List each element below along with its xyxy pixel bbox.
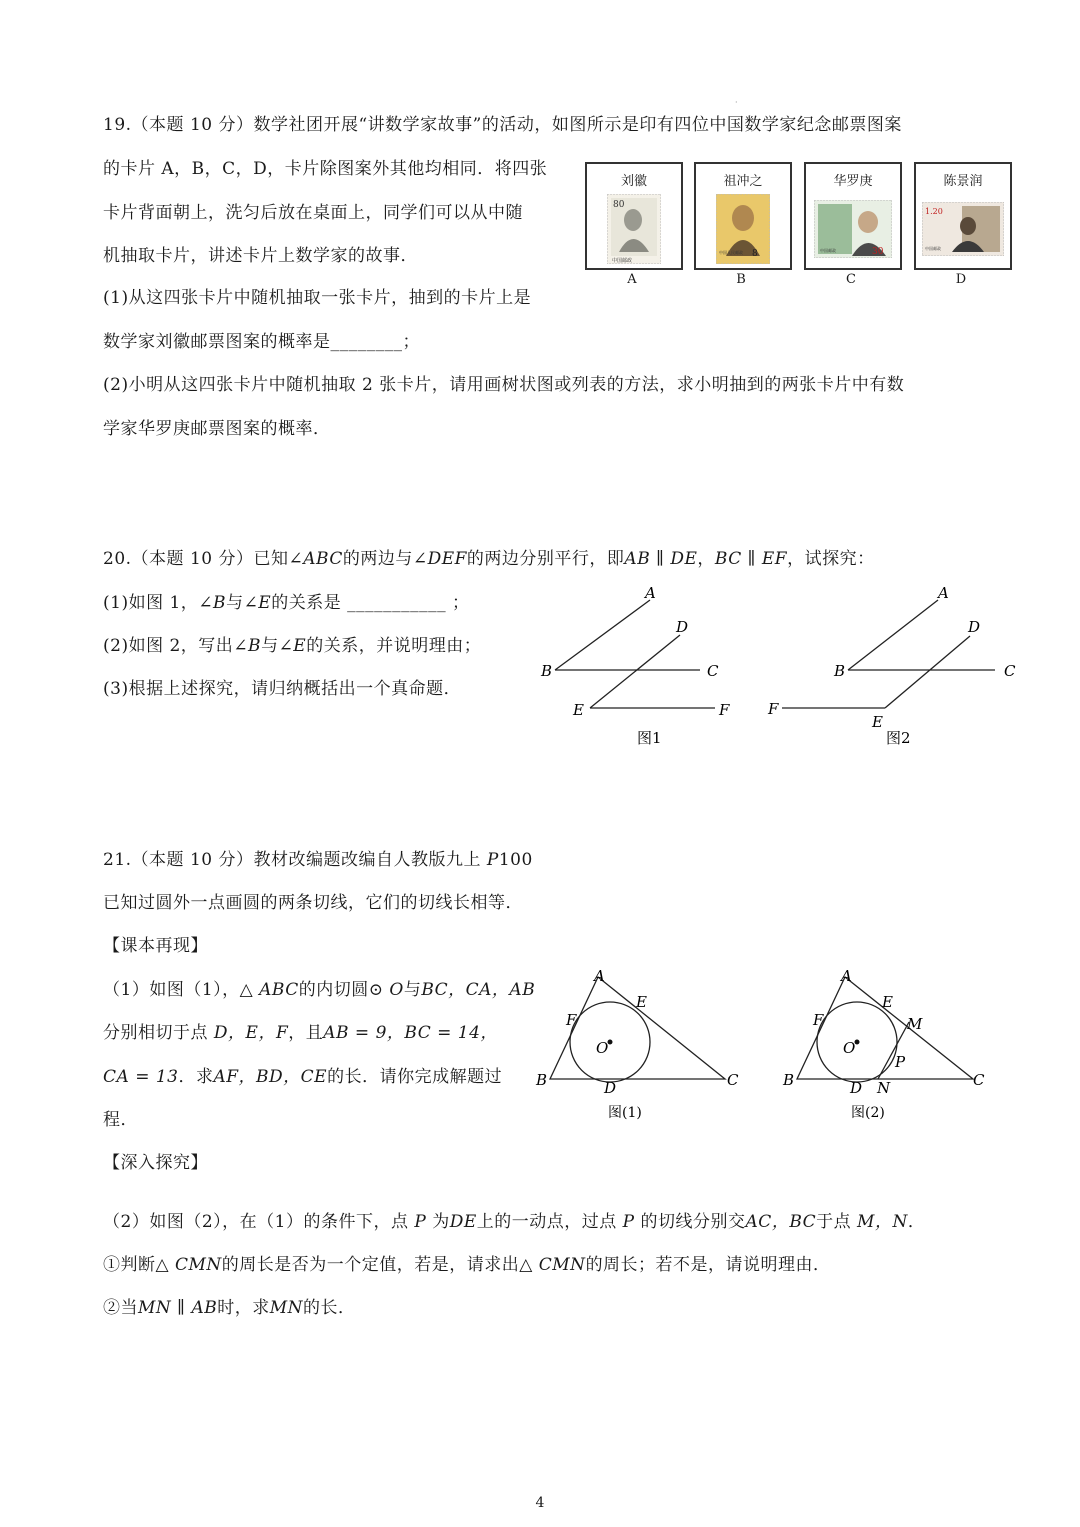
- q21-q2-t3: 的切线分别交: [634, 1212, 746, 1232]
- q19-line4: 机抽取卡片，讲述卡片上数学家的故事．: [103, 246, 418, 266]
- q20-l2-angle-b: ∠B: [198, 593, 227, 613]
- q21-section-textbook: 【课本再现】: [103, 936, 208, 956]
- q21-q3-cmn: △ CMN: [155, 1255, 222, 1275]
- stamp-hualuogeng-image: [814, 200, 892, 258]
- card-c-letter: C: [846, 272, 856, 287]
- fig-1-label-o: O: [596, 1039, 609, 1057]
- q21-p1: [103, 979, 535, 1001]
- q21-p2-t1: ，且: [288, 1023, 324, 1043]
- q21-q3-t2: 的周长；若不是，请说明理由．: [585, 1255, 831, 1275]
- q21-q4-t2: 的长．: [303, 1298, 356, 1318]
- fig1-label-e: E: [573, 701, 584, 719]
- q19-line3: 卡片背面朝上，洗匀后放在桌面上，同学们可以从中随: [103, 203, 523, 223]
- stamp-b-denom: 8: [752, 249, 758, 259]
- q21-q4-pre: ②当: [103, 1298, 138, 1318]
- q20-line4: (3)根据上述探究，请归纳概括出一个真命题．: [103, 679, 462, 699]
- q21-q4-t1: 时，求: [217, 1298, 270, 1318]
- fig2-label-e: E: [872, 713, 883, 731]
- stamp-card-d: [914, 162, 1012, 270]
- q21-q3-t1: 的周长是否为一个定值，若是，请求出: [221, 1255, 520, 1275]
- q21-line1: [103, 849, 533, 871]
- q21-q3: [103, 1254, 831, 1276]
- q21-line1-p: P: [486, 850, 499, 870]
- q19-line6: 数学家刘徽邮票图案的概率是________；: [103, 332, 420, 352]
- q21-q2-mn: M，N: [857, 1212, 908, 1232]
- stamp-chenjingrun-image: [922, 202, 1004, 256]
- q21-p2-points: D，E，F: [213, 1023, 289, 1043]
- q20-line1-pre: 20.（本题 10 分）已知: [103, 549, 289, 569]
- page-number: 4: [535, 1495, 545, 1511]
- fig-1-label-e: E: [636, 993, 647, 1011]
- stray-dot: ·: [735, 98, 739, 107]
- fig-1-label-b: B: [536, 1071, 548, 1089]
- fig2-line-ed: [885, 636, 970, 708]
- q21-p1-triangle: △ ABC: [239, 980, 299, 1000]
- q20-line2: [103, 592, 470, 614]
- stamp-a-country: 中国邮政: [612, 258, 633, 264]
- q20-bc-parallel-ef: BC ∥ EF: [714, 549, 788, 569]
- q21-p3-t2: 的长．请你完成解题过: [327, 1067, 503, 1087]
- fig2-label-c: C: [1004, 662, 1016, 680]
- stamp-d-denom: 1.20: [925, 207, 943, 216]
- q20-line2-t2: 的关系是 ___________ ；: [271, 593, 470, 613]
- stamp-zuchongzhi-image: [716, 194, 770, 264]
- q21-q2-t4: 于点: [816, 1212, 858, 1232]
- q21-q2-pre: （2）如图（2），在（1）的条件下，点: [103, 1212, 415, 1232]
- q20-figure-2: [760, 580, 1030, 755]
- q20-line3-t1: 与: [261, 636, 279, 656]
- card-a-name: 刘徽: [620, 174, 647, 189]
- fig2-label-f: F: [768, 700, 779, 718]
- stamp-card-b: [694, 162, 792, 270]
- stamp-c-denom: 30: [872, 247, 884, 257]
- stamp-card-c: [804, 162, 902, 270]
- q21-p1-circle: ⊙ O: [368, 980, 404, 1000]
- fig1-label-b: B: [541, 662, 553, 680]
- fig-1-label-a: A: [594, 967, 605, 985]
- fig-2-label-b: B: [783, 1071, 795, 1089]
- fig-2-label-o: O: [843, 1039, 856, 1057]
- fig-1-caption: 图(1): [608, 1105, 642, 1121]
- q21-p1-pre: （1）如图（1），: [103, 980, 240, 1000]
- fig-2-label-c: C: [973, 1071, 985, 1089]
- fig-2-label-a: A: [841, 967, 852, 985]
- fig2-line-ba: [848, 600, 938, 670]
- fig1-label-f: F: [719, 701, 730, 719]
- q21-line1-post: 100: [498, 850, 533, 870]
- q21-p3-t1: ．求: [178, 1067, 214, 1087]
- card-a-letter: A: [627, 272, 637, 287]
- q21-line1-pre: 21.（本题 10 分）教材改编题改编自人教版九上: [103, 850, 487, 870]
- fig2-label-d: D: [968, 618, 981, 636]
- q20-line2-t1: 与: [226, 593, 244, 613]
- fig-2-label-p: P: [895, 1053, 906, 1071]
- stamp-b-country: 中国人民邮政: [719, 250, 743, 255]
- q21-p3-segments: AF，BD，CE: [213, 1067, 328, 1087]
- fig1-caption: 图1: [637, 729, 662, 747]
- fig-2-label-n: N: [877, 1079, 891, 1097]
- q21-q4-mn-parallel-ab: MN ∥ AB: [138, 1298, 218, 1318]
- q20-line1-t2: 的两边分别平行，即: [466, 549, 625, 569]
- q21-q4-mn: MN: [269, 1298, 304, 1318]
- fig-2-label-m: M: [907, 1015, 923, 1033]
- q20-line3: [103, 635, 481, 657]
- q21-p4: 程．: [103, 1110, 138, 1130]
- q20-ab-parallel-de: AB ∥ DE: [624, 549, 698, 569]
- q21-p2: [103, 1022, 498, 1044]
- q20-line1-t3: ，: [697, 549, 715, 569]
- q21-q2-p: P: [414, 1212, 427, 1232]
- q21-p3-ca: CA = 13: [103, 1067, 179, 1087]
- q21-q2-t2: 上的一动点，过点: [476, 1212, 623, 1232]
- fig2-label-b: B: [834, 662, 846, 680]
- q21-q2-t5: ．: [907, 1212, 926, 1232]
- q21-q2: [103, 1211, 925, 1233]
- q21-p1-t1: 的内切圆: [298, 980, 369, 1000]
- q20-line1-t1: 的两边与: [342, 549, 413, 569]
- q21-p1-t2: 与: [403, 980, 422, 1000]
- stamp-liuhui-image: [607, 194, 661, 264]
- card-b-name: 祖冲之: [723, 174, 763, 189]
- fig-1-label-d: D: [604, 1079, 617, 1097]
- q21-q3-cmn2: △ CMN: [519, 1255, 586, 1275]
- fig-2-label-f: F: [813, 1011, 824, 1029]
- q19-line7: (2)小明从这四张卡片中随机抽取 2 张卡片，请用画树状图或列表的方法，求小明抽到的两张卡片中有数: [103, 375, 905, 395]
- q21-p1-sides: BC，CA，AB: [421, 980, 536, 1000]
- stamp-a-denom: 80: [613, 200, 625, 210]
- fig-2-caption: 图(2): [851, 1105, 885, 1121]
- q20-line1: [103, 548, 875, 570]
- card-d-name: 陈景润: [943, 174, 983, 189]
- q21-q2-ac-bc: AC，BC: [745, 1212, 817, 1232]
- fig1-label-c: C: [707, 662, 719, 680]
- fig-2-label-d: D: [850, 1079, 863, 1097]
- stamp-d-country: 中国邮政: [925, 246, 941, 251]
- fig2-label-a: A: [938, 584, 949, 602]
- q21-q2-p2: P: [622, 1212, 635, 1232]
- q21-q2-t1: 为: [426, 1212, 450, 1232]
- q21-q3-pre: ①判断: [103, 1255, 156, 1275]
- stamp-c-country: 中国邮政: [820, 248, 836, 253]
- q20-line3-t2: 的关系，并说明理由；: [306, 636, 482, 656]
- q21-figure-2: [775, 962, 995, 1124]
- q21-q2-arc-de: DE: [449, 1212, 477, 1232]
- q21-section-explore: 【深入探究】: [103, 1153, 208, 1173]
- fig1-label-d: D: [676, 618, 689, 636]
- card-b-letter: B: [736, 272, 746, 287]
- card-c-name: 华罗庚: [833, 174, 873, 189]
- q19-line2: 的卡片 A，B，C，D，卡片除图案外其他均相同．将四张: [103, 159, 548, 179]
- q20-angle-abc: ∠ABC: [288, 549, 343, 569]
- q21-line2: 已知过圆外一点画圆的两条切线，它们的切线长相等．: [103, 893, 523, 913]
- q20-line2-pre: (1)如图 1，: [103, 593, 199, 613]
- q19-line1: 19.（本题 10 分）数学社团开展“讲数学家故事”的活动，如图所示是印有四位中国数学家纪念邮票图案: [103, 115, 902, 135]
- q21-p2-values: AB = 9，BC = 14，: [323, 1023, 498, 1043]
- fig1-label-a: A: [645, 584, 656, 602]
- q20-l2-angle-e: ∠E: [243, 593, 272, 613]
- q19-line5: (1)从这四张卡片中随机抽取一张卡片，抽到的卡片上是: [103, 288, 532, 308]
- q20-l3-angle-b: ∠B: [233, 636, 262, 656]
- q20-line1-t4: ，试探究：: [787, 549, 875, 569]
- fig2-caption: 图2: [886, 729, 911, 747]
- fig-1-label-f: F: [566, 1011, 577, 1029]
- q21-figure-1: [530, 962, 750, 1124]
- q21-p3: [103, 1066, 502, 1088]
- stamp-card-a: [585, 162, 683, 270]
- q20-line3-pre: (2)如图 2，写出: [103, 636, 234, 656]
- q20-l3-angle-e: ∠E: [278, 636, 307, 656]
- q20-angle-def: ∠DEF: [412, 549, 467, 569]
- fig1-line-ed: [590, 635, 680, 708]
- fig-2-label-e: E: [882, 993, 893, 1011]
- q21-p2-pre: 分别相切于点: [103, 1023, 214, 1043]
- q19-line8: 学家华罗庚邮票图案的概率．: [103, 419, 331, 439]
- fig1-line-ba: [555, 600, 650, 670]
- q21-q4: [103, 1297, 356, 1319]
- q20-figure-1: [535, 580, 755, 755]
- fig-1-label-c: C: [727, 1071, 739, 1089]
- card-d-letter: D: [955, 272, 967, 287]
